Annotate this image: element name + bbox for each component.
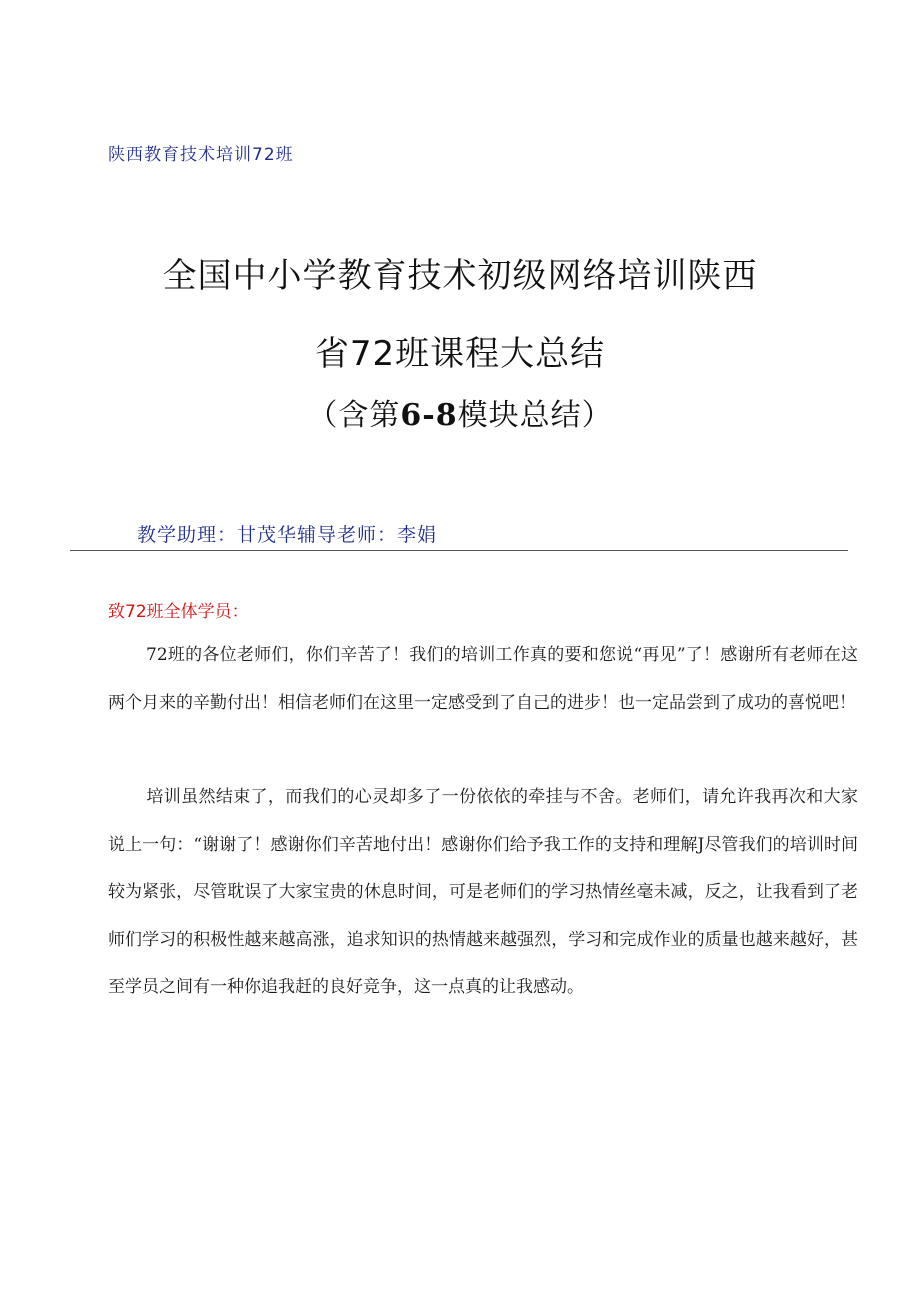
paragraph-2 bbox=[108, 774, 858, 1012]
subtitle-open: （含第 bbox=[307, 398, 401, 433]
salutation: 致72班全体学员： bbox=[108, 602, 249, 622]
staff-line: 教学助理：甘茂华辅导老师：李娟 bbox=[137, 524, 438, 546]
divider-rule bbox=[70, 550, 848, 551]
paragraph-1-text: 72班的各位老师们，你们辛苦了！我们的培训工作真的要和您说“再见”了！感谢所有老师在这两个月来的辛勤付出！相信老师们在这里一定感受到了自己的进步！也一定品尝到了成功的喜悦吧！ bbox=[108, 645, 858, 713]
subtitle bbox=[40, 390, 880, 434]
title-line-1: 全国中小学教育技术初级网络培训陕西 bbox=[162, 256, 758, 296]
subtitle-module-range: 6-8 bbox=[400, 398, 458, 433]
page-header: 陕西教育技术培训72班 bbox=[108, 145, 294, 165]
subtitle-close: 模块总结） bbox=[457, 398, 613, 433]
paragraph-1 bbox=[108, 632, 858, 727]
title-line-2: 省72班课程大总结 bbox=[314, 334, 606, 374]
paragraph-2-text: 培训虽然结束了，而我们的心灵却多了一份依依的牵挂与不舍。老师们，请允许我再次和大家说上一句：“谢谢了！感谢你们辛苦地付出！感谢你们给予我工作的支持和理解J尽管我们的培训时间较为紧张，尽管耽误了大家宝贵的休息时间，可是老师们的学习热情丝毫未减，反之，让我看到了老师们学习的积极性越来越高涨，追求知识的热情越来越强烈，学习和完成作业的质量也越来越好，甚至学员之间有一种你追我赶的良好竞争，这一点真的让我感动。 bbox=[108, 787, 858, 997]
